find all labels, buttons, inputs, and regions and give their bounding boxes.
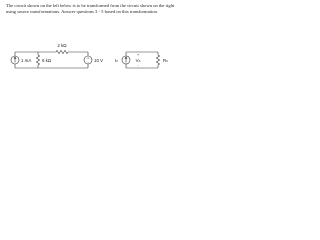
problem-line-2: using source transformations. Answer questions 3 - 5 based on this transformation. [6, 8, 158, 14]
right-circuit [115, 52, 168, 68]
series-resistor-label: 2 kΩ [57, 43, 67, 48]
voltage-plus-marker: + [136, 52, 140, 57]
voltage-vn-label: Vₙ [135, 57, 141, 63]
resistor-rn-label: Rₙ [163, 57, 168, 63]
shunt-resistor-label: 6 kΩ [42, 57, 52, 63]
current-source-in-label: Iₙ [115, 57, 118, 63]
shunt-resistor [36, 55, 39, 65]
voltage-source-label: 10 V [94, 57, 104, 63]
voltage-minus-marker: - [137, 63, 139, 68]
voltage-plus-icon: + [86, 56, 90, 61]
left-circuit [11, 43, 103, 68]
resistor-rn [156, 55, 159, 65]
circuit-diagrams [0, 0, 200, 75]
current-source-label: 1 mA [21, 57, 32, 63]
problem-line-1: The circuit shown on the left below is to be transformed from the circuit shown on the right [6, 3, 175, 8]
voltage-minus-icon: − [86, 60, 90, 65]
series-resistor [56, 50, 68, 53]
